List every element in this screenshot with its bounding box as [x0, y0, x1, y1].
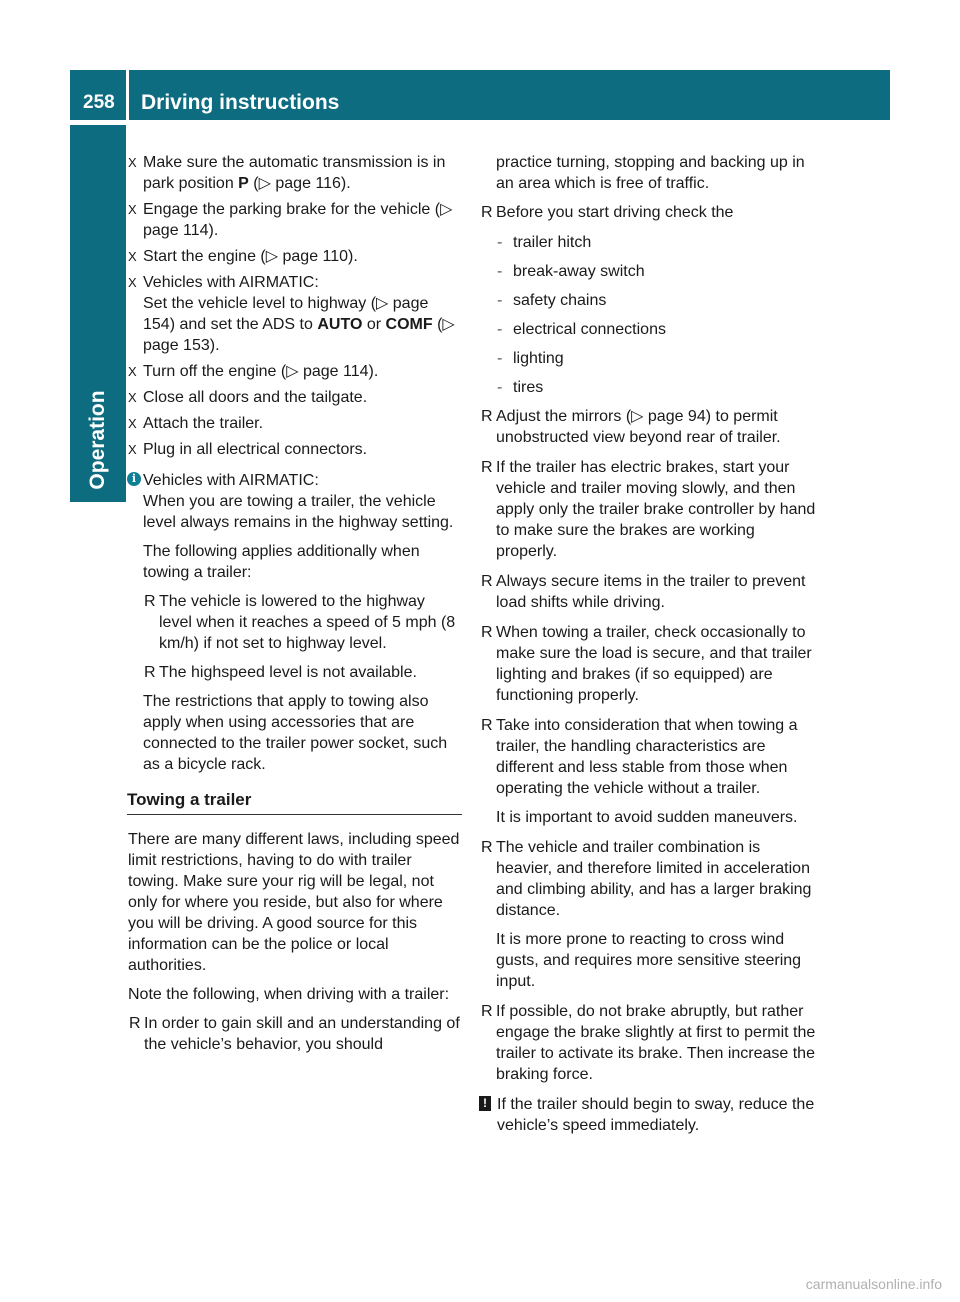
- warning-icon: !: [479, 1096, 491, 1111]
- list-item: R Take into consideration that when towing a trailer, the handling characteristics are different and less stable from those when operating the vehicle without a trailer. It is important to avoid sudden maneuvers.: [481, 717, 798, 826]
- left-column: [128, 152, 462, 1064]
- step-marker-icon: X: [128, 155, 137, 170]
- info-paragraph: The following applies additionally when towing a trailer:: [143, 543, 420, 581]
- list-item: R If the trailer has electric brakes, start your vehicle and trailer moving slowly, and then apply only the trailer brake controller by hand to make sure the brakes are working properly.: [481, 459, 816, 560]
- list-item: R The vehicle is lowered to the highway level when it reaches a speed of 5 mph (8 km/h) if not set to highway level.: [144, 593, 456, 652]
- bold-term: COMF: [385, 316, 433, 333]
- info-note: [128, 470, 462, 775]
- info-paragraph: The restrictions that apply to towing also apply when using accessories that are connected to the trailer power socket, such as a bicycle rack.: [143, 693, 448, 773]
- instruction-step: X Vehicles with AIRMATIC: Set the vehicle level to highway (▷ page 154) and set the ADS to AUTO or COMF (▷ page 153).: [128, 274, 455, 354]
- check-item: - tires: [497, 379, 544, 396]
- list-item: R When towing a trailer, check occasionally to make sure the load is secure, and that trailer lighting and brakes (if so equipped) are functioning properly.: [481, 624, 812, 704]
- bullet-list: [480, 406, 816, 706]
- list-item: R Always secure items in the trailer to prevent load shifts while driving.: [481, 573, 806, 611]
- check-item: - safety chains: [497, 292, 607, 309]
- list-item: R The vehicle and trailer combination is heavier, and therefore limited in acceleration and climbing ability, and has a larger braking distance. It is more prone to reacting to cross wind gusts, and requires more sensitive steering input.: [481, 839, 812, 990]
- page-number: 258: [70, 70, 126, 120]
- instruction-step: X Attach the trailer.: [128, 415, 264, 432]
- check-list: [480, 232, 816, 398]
- instruction-step: X Start the engine (▷ page 110).: [128, 248, 358, 265]
- check-item: - electrical connections: [497, 321, 666, 338]
- warning-note: ! If the trailer should begin to sway, reduce the vehicle’s speed immediately.: [480, 1094, 816, 1136]
- step-marker-icon: X: [128, 416, 137, 431]
- step-marker-icon: X: [128, 275, 137, 290]
- list-item: R Adjust the mirrors (▷ page 94) to permit unobstructed view beyond rear of trailer.: [481, 408, 781, 446]
- step-marker-icon: X: [128, 390, 137, 405]
- side-tab-label: Operation: [86, 390, 109, 490]
- instruction-step: X Make sure the automatic transmission is in park position P (▷ page 116).: [128, 154, 446, 192]
- step-marker-icon: X: [128, 442, 137, 457]
- continued-text: practice turning, stopping and backing up in an area which is free of traffic.: [496, 154, 805, 192]
- right-column: [480, 152, 816, 1136]
- bold-term: P: [238, 175, 249, 192]
- step-marker-icon: X: [128, 249, 137, 264]
- instruction-step: X Close all doors and the tailgate.: [128, 389, 368, 406]
- list-item: R Before you start driving check the: [481, 204, 734, 221]
- check-item: - lighting: [497, 350, 564, 367]
- section-heading: Towing a trailer: [127, 789, 462, 815]
- instruction-step: X Turn off the engine (▷ page 114).: [128, 363, 379, 380]
- info-paragraph: Vehicles with AIRMATIC: When you are towing a trailer, the vehicle level always remains in the highway setting.: [143, 472, 454, 531]
- instruction-steps: [128, 152, 462, 460]
- site-watermark: carmanualsonline.info: [805, 1276, 942, 1292]
- step-marker-icon: X: [128, 364, 137, 379]
- instruction-step: X Plug in all electrical connectors.: [128, 441, 368, 458]
- step-marker-icon: X: [128, 202, 137, 217]
- instruction-step: X Engage the parking brake for the vehicle (▷ page 114).: [128, 201, 453, 239]
- section-header-title: Driving instructions: [129, 70, 890, 120]
- list-item: R In order to gain skill and an understanding of the vehicle’s behavior, you should: [129, 1015, 460, 1053]
- info-icon: i: [127, 472, 141, 486]
- body-paragraph: There are many different laws, including speed limit restrictions, having to do with trailer towing. Make sure your rig will be legal, not only for where you reside, but also for where you will be driving. A good source for this information can be the police or local authorities.: [128, 831, 460, 974]
- check-item: - trailer hitch: [497, 234, 592, 251]
- body-paragraph: Note the following, when driving with a trailer:: [128, 986, 450, 1003]
- list-item: R If possible, do not brake abruptly, but rather engage the brake slightly at first to permit the trailer to activate its brake. Then increase the braking force.: [481, 1003, 816, 1083]
- list-item: R The highspeed level is not available.: [144, 664, 417, 681]
- check-item: - break-away switch: [497, 263, 645, 280]
- bold-term: AUTO: [317, 316, 363, 333]
